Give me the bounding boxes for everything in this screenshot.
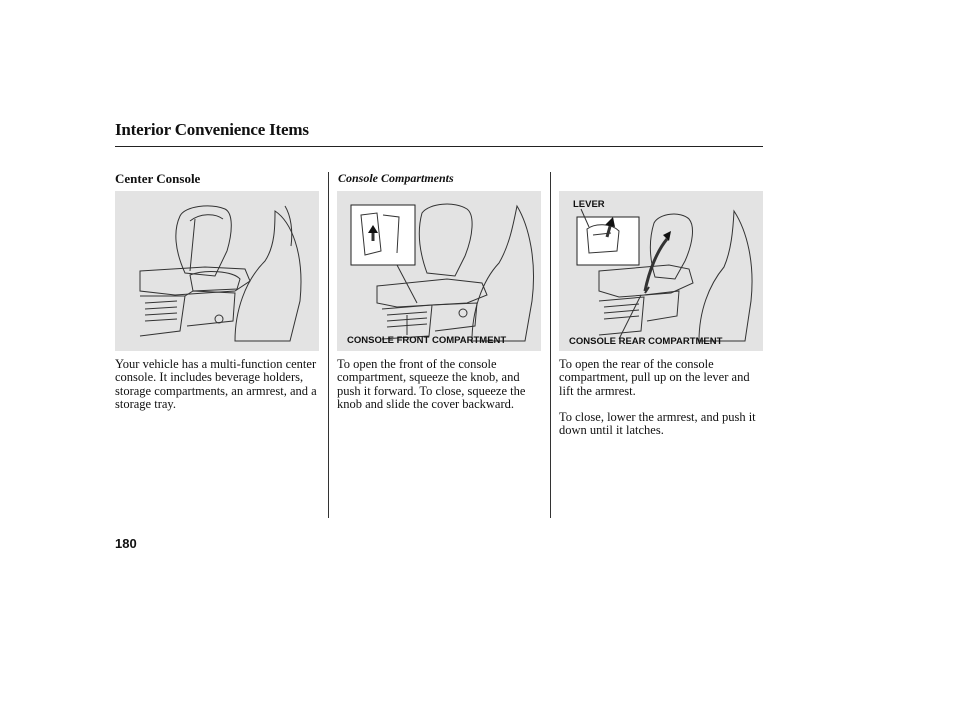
rear-compartment-close-instructions: To close, lower the armrest, and push it down until it latches. — [559, 410, 756, 438]
rear-compartment-open-instructions: To open the rear of the console compartment, pull up on the lever and lift the armrest. — [559, 357, 750, 398]
rear-compartment-illustration — [559, 191, 763, 351]
rear-compartment-label: CONSOLE REAR COMPARTMENT — [569, 336, 723, 347]
console-compartments-heading: Console Compartments — [338, 171, 454, 185]
column-divider-2 — [550, 172, 551, 518]
page-number: 180 — [115, 536, 137, 551]
center-console-description: Your vehicle has a multi-function center console. It includes beverage holders, storage compartments, an armrest, and a storage tray. — [115, 357, 317, 412]
front-compartment-label: CONSOLE FRONT COMPARTMENT — [347, 335, 507, 346]
front-compartment-illustration — [337, 191, 541, 351]
section-title: Interior Convenience Items — [115, 120, 309, 139]
column-divider-1 — [328, 172, 329, 518]
lever-label: LEVER — [573, 199, 605, 210]
center-console-illustration — [115, 191, 319, 351]
front-compartment-instructions: To open the front of the console compartment, squeeze the knob, and push it forward. To close, squeeze the knob and slide the cover backward. — [337, 357, 526, 412]
center-console-heading: Center Console — [115, 171, 201, 186]
title-divider — [115, 146, 763, 147]
